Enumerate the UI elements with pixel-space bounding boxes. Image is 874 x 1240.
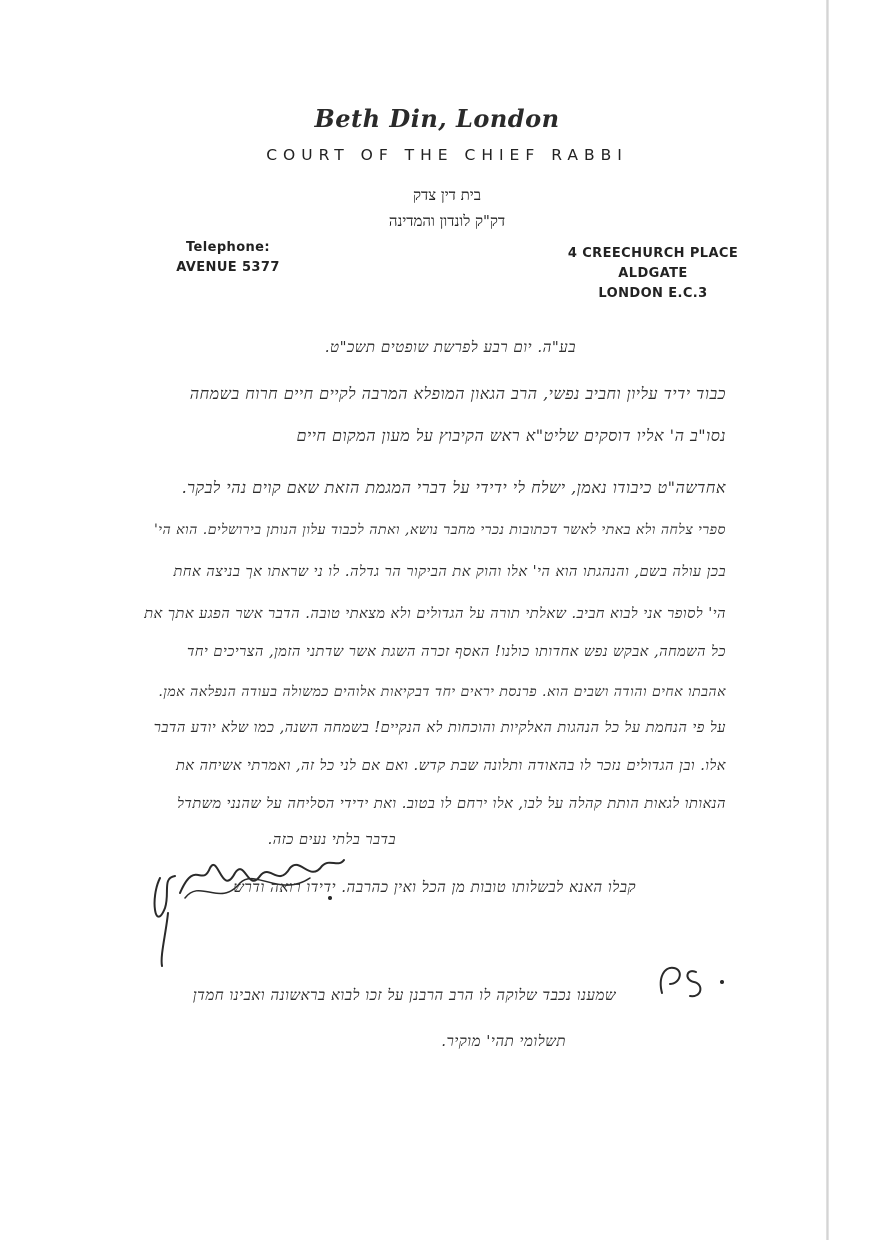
postscript-mark [650, 958, 730, 1008]
letter-line: ספרי צלחה ולא באתי לאשר דכתובות נכרי מחבר נושא, ואתה לכבוד עלון הנותן בירושלים. הוא הי' [153, 522, 726, 538]
address-line: 4 CREECHURCH PLACE [567, 246, 739, 261]
letterhead-hebrew-line-1: בית דין צדק [413, 186, 481, 204]
letterhead-hebrew-line-2: דק"ק לונדון והמדינה [388, 212, 506, 230]
letter-line: הי' לסופר אני לבוא חביב. שאלתי תורה על הגדולים ולא מצאתי טובה. הדבר אשר הפגע אתך את [144, 606, 726, 622]
address-line: LONDON E.C.3 [598, 286, 708, 301]
address-line: ALDGATE [618, 266, 688, 281]
telephone-number: AVENUE 5377 [176, 260, 280, 275]
handwritten-signature [140, 838, 350, 968]
letter-date-line: בע"ה. יום רבע לפרשת שופטים תשכ"ט. [324, 338, 576, 356]
letter-line: אהבתו אחים והודה ושבים הוא. פרנסת יראים יחד דבקיאות אלוהים כמשולה בעודה הנפלאה אמן. [158, 684, 726, 700]
postscript-line: שמענו נכבד שלוקה לו הרב הרבנן על זכו לבוא בראשונה ואבינו חמדן [192, 986, 616, 1004]
letterhead-title: Beth Din, London [314, 104, 560, 133]
letter-line: בדבר בלתי נעים כזה. [267, 832, 396, 848]
letter-line: כל השמחה, אבקש נפש אחדותו כולנו! האסף זכרה השגת אשר שדתני הזמן, הצריכים יחד [186, 644, 726, 660]
letterhead-subtitle: COURT OF THE CHIEF RABBI [266, 146, 628, 164]
telephone-block [168, 238, 288, 278]
address-block [558, 244, 748, 304]
letter-line: בכן עולה בשם, והנהגתו הוא הי' אלו והוק את הביקור הר גדלה. לו ני שראתו אך בניצה אחת [173, 564, 726, 580]
letter-line: אחדשה"ט כיבודו נאמן, ישלח לי ידידי על דברי המגמת הזאת שאם קוים נהי לבקר. [181, 478, 726, 497]
postscript-line: תשלומי תהי' מוקיר. [441, 1032, 566, 1050]
letter-line: אלו. ובן הגדולים נזכר לו בהאודה ותלונה שבת קדש. ואם אם לני כל זה, ואמרתי אשיחה את [175, 758, 726, 774]
letter-line: נסו"ב ה' אליו דוסקים שליט"א ראש הקיבוץ על מעון המקום חיים [296, 426, 726, 445]
letter-line: על פי הנחמת על כל הנהגות האלקיות והוכחות לא הנקיים! בשמחה השנה, כמו שלא יודע הדבר [153, 720, 726, 736]
letter-line: הנאותו לגאות הותת קהלה על לבו, אלו ירחם לו בטוב. ואת ידידי הסליחה על שהנני משתדל [177, 796, 726, 812]
letter-closing-line: קבלו האנא לבשלותו טובות מן הכל ואין כהרבה. ידידו רואה ודרש [233, 878, 636, 896]
letter-line: כבוד ידיד עליון וחביב נפשי, הרב הגאון המופלא המרבה לקיים חיים חרוח בשמחה [189, 384, 726, 403]
telephone-label: Telephone: [186, 240, 270, 255]
